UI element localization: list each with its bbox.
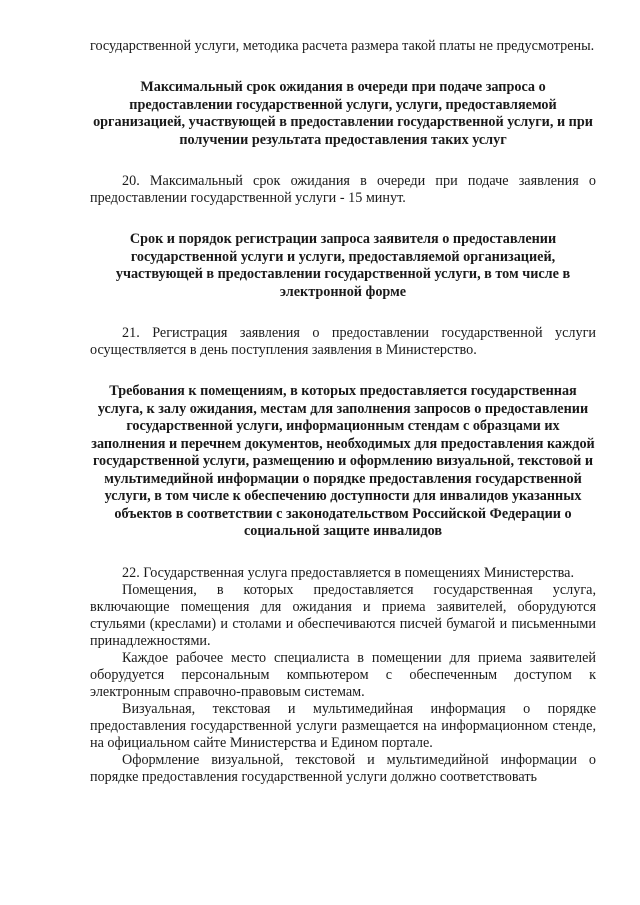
document-page <box>90 38 596 786</box>
spacer <box>90 207 596 231</box>
spacer <box>90 55 596 79</box>
heading-premises: Требования к помещениям, в которых предоставляется государственная услуга, к залу ожидания, местам для заполнения запросов о предоставлении государственной услуги, информационным стендам с образцами их заполнения и перечнем документов, необходимых для предоставления каждой государственной услуги, размещению и оформлению визуальной, текстовой и мультимедийной информации о порядке предоставления государственной услуги, в том числе к обеспечению доступности для инвалидов указанных объектов в соответствии с законодательством Российской Федерации о социальной защите инвалидов <box>91 383 595 539</box>
spacer <box>90 301 596 325</box>
heading-waiting-time: Максимальный срок ожидания в очереди при подаче запроса о предоставлении государственной услуги, услуги, предоставляемой организацией, участвующей в предоставлении государственной услуги, и при получении результата предоставления таких услуг <box>93 79 593 148</box>
paragraph-22-info: Визуальная, текстовая и мультимедийная информация о порядке предоставления государственной услуги размещается на информационном стенде, на официальном сайте Министерства и Едином портале. <box>90 700 596 751</box>
spacer <box>90 149 596 173</box>
spacer <box>90 359 596 383</box>
heading-registration: Срок и порядок регистрации запроса заявителя о предоставлении государственной услуги и услуги, предоставляемой организацией, участвующей в предоставлении государственной услуги, в том числе в электронной форме <box>115 231 571 300</box>
paragraph-22-premises: Помещения, в которых предоставляется государственная услуга, включающие помещения для ожидания и приема заявителей, оборудуются стульями (креслами) и столами и обеспечиваются писчей бумагой и письменными принадлежностями. <box>90 581 596 649</box>
paragraph-22: 22. Государственная услуга предоставляется в помещениях Министерства. <box>122 564 575 581</box>
paragraph-22-design: Оформление визуальной, текстовой и мультимедийной информации о порядке предоставления государственной услуги должно соответствовать <box>90 751 596 785</box>
paragraph-21: 21. Регистрация заявления о предоставлении государственной услуги осуществляется в день поступления заявления в Министерство. <box>90 325 596 358</box>
paragraph-22-workplace: Каждое рабочее место специалиста в помещении для приема заявителей оборудуется персональным компьютером с обеспеченным доступом к электронным справочно-правовым системам. <box>90 649 596 700</box>
spacer <box>90 541 596 565</box>
paragraph-20: 20. Максимальный срок ожидания в очереди при подаче заявления о предоставлении государственной услуги - 15 минут. <box>90 173 596 206</box>
intro-continuation-paragraph: государственной услуги, методика расчета размера такой платы не предусмотрены. <box>90 38 595 54</box>
